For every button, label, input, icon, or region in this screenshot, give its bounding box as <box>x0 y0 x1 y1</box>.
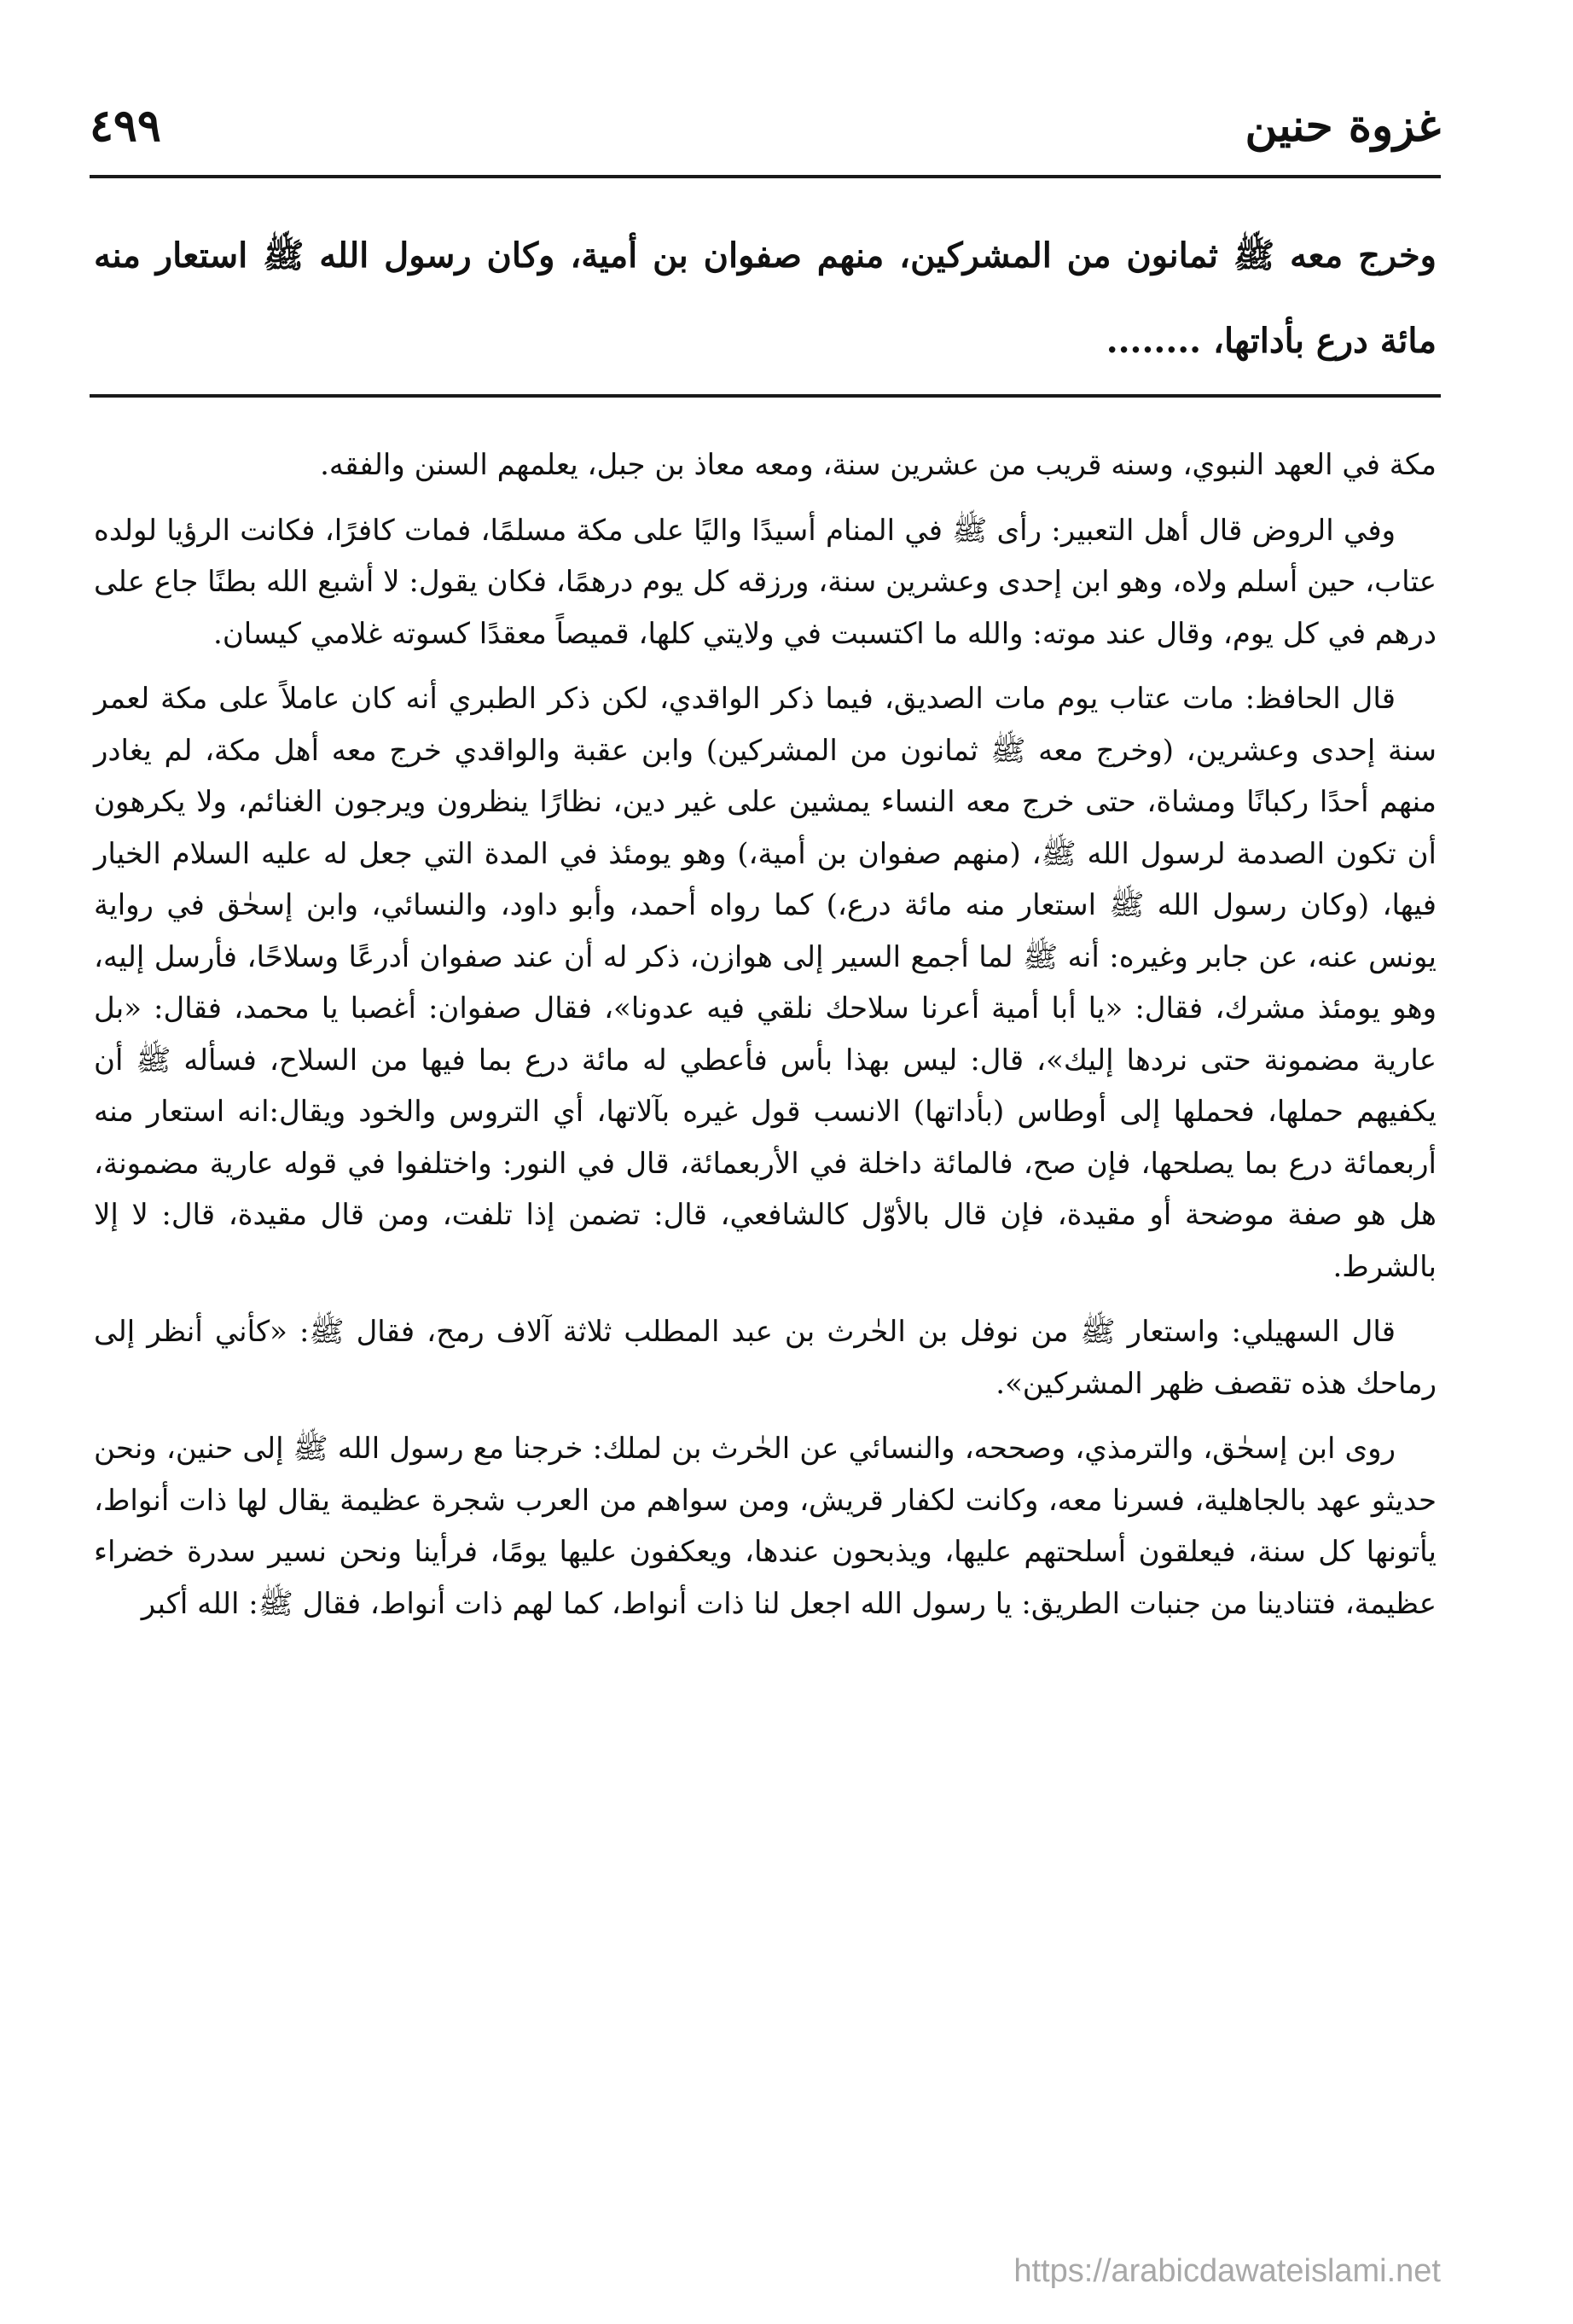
commentary-section <box>94 439 1437 1643</box>
main-text: وخرج معه ﷺ ثمانون من المشركين، منهم صفوان بن أمية، وكان رسول الله ﷺ استعار منه مائة درع بأداتها، ........ <box>94 235 1437 361</box>
commentary-paragraph: وفي الروض قال أهل التعبير: رأى ﷺ في المنام أسيدًا واليًا على مكة مسلمًا، فمات كافرًا، فكانت الرؤيا لولده عتاب، حين أسلم ولاه، وهو ابن إحدى وعشرين سنة، ورزقه كل يوم درهمًا، فكان يقول: لا أشبع الله بطنًا جاع على درهم في كل يوم، وقال عند موته: والله ما اكتسبت في ولايتي كلها، قميصاً معقدًا كسوته غلامي كيسان. <box>94 513 1437 651</box>
page-number: ٤٩٩ <box>90 100 161 152</box>
header-divider <box>90 175 1441 178</box>
chapter-title: غزوة حنين <box>1245 100 1441 152</box>
commentary-paragraph: مكة في العهد النبوي، وسنه قريب من عشرين سنة، ومعه معاذ بن جبل، يعلمهم السنن والفقه. <box>320 448 1437 482</box>
commentary-paragraph: روى ابن إسحٰق، والترمذي، وصححه، والنسائي عن الحٰرث بن لملك: خرجنا مع رسول الله ﷺ إلى حنين، ونحن حديثو عهد بالجاهلية، فسرنا معه، وكانت لكفار قريش، ومن سواهم من العرب شجرة عظيمة يقال لها ذات أنواط، يأتونها كل سنة، فيعلقون أسلحتهم عليها، ويذبحون عندها، ويعكفون عليها يومًا، فرأينا ونحن نسير سدرة خضراء عظيمة، فتنادينا من جنبات الطريق: يا رسول الله اجعل لنا ذات أنواط، كما لهم ذات أنواط، فقال ﷺ: الله أكبر <box>94 1432 1437 1621</box>
running-header <box>90 92 1441 160</box>
commentary-paragraph: قال السهيلي: واستعار ﷺ من نوفل بن الحٰرث بن عبد المطلب ثلاثة آلاف رمح، فقال ﷺ: «كأني أنظر إلى رماحك هذه تقصف ظهر المشركين». <box>94 1315 1437 1401</box>
commentary-paragraph: قال الحافظ: مات عتاب يوم مات الصديق، فيما ذكر الواقدي، لكن ذكر الطبري أنه كان عاملاً على مكة لعمر سنة إحدى وعشرين، (وخرج معه ﷺ ثمانون من المشركين) وابن عقبة والواقدي خرج معه أهل مكة، لم يغادر منهم أحدًا ركبانًا ومشاة، حتى خرج معه النساء يمشين على غير دين، نظارًا ينظرون ويرجون الغنائم، ولا يكرهون أن تكون الصدمة لرسول الله ﷺ، (منهم صفوان بن أمية،) وهو يومئذ في المدة التي جعل له عليه السلام الخيار فيها، (وكان رسول الله ﷺ استعار منه مائة درع،) كما رواه أحمد، وأبو داود، والنسائي، وابن إسحٰق في رواية يونس عنه، عن جابر وغيره: أنه ﷺ لما أجمع السير إلى هوازن، ذكر له أن عند صفوان أدرعًا وسلاحًا، فأرسل إليه، وهو يومئذ مشرك، فقال: «يا أبا أمية أعرنا سلاحك نلقي فيه عدونا»، فقال صفوان: أغصبا يا محمد، فقال: «بل عارية مضمونة حتى نردها إليك»، قال: ليس بهذا بأس فأعطي له مائة درع بما فيها من السلاح، فسأله ﷺ أن يكفيهم حملها، فحملها إلى أوطاس (بأداتها) الانسب قول غيره بآلاتها، أي التروس والخود ويقال:انه استعار منه أربعمائة درع بما يصلحها، فإن صح، فالمائة داخلة في الأربعمائة، قال في النور: واختلفوا في قوله عارية مضمونة، هل هو صفة موضحة أو مقيدة، فإن قال بالأوّل كالشافعي، قال: تضمن إذا تلفت، ومن قال مقيدة، قال: لا إلا بالشرط. <box>94 682 1437 1284</box>
website-watermark: https://arabicdawateislami.net <box>1013 2253 1441 2289</box>
text-commentary-divider <box>90 394 1441 398</box>
